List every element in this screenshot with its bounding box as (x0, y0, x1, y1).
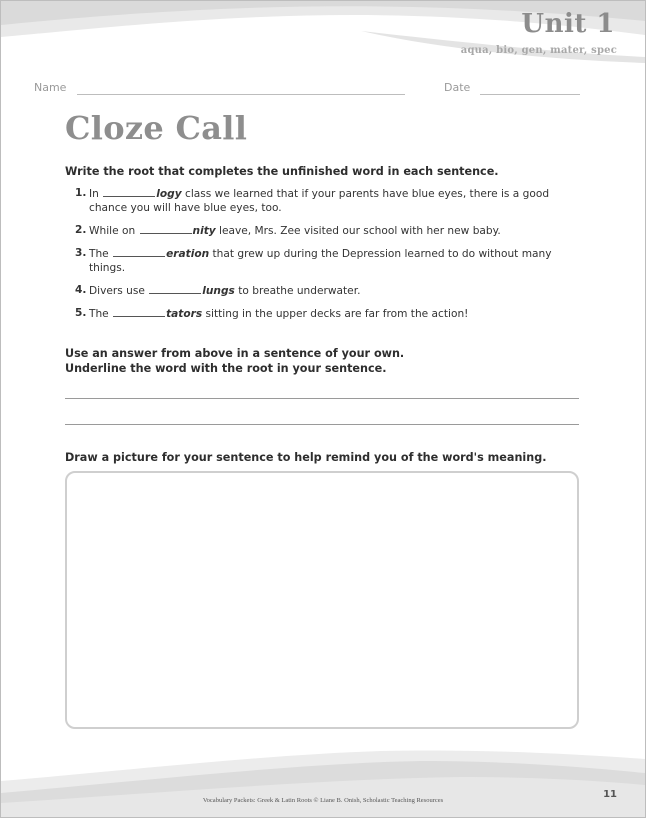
date-field[interactable] (480, 94, 580, 95)
footer-credit: Vocabulary Packets: Greek & Latin Roots © Liane B. Onish, Scholastic Teaching Resources (202, 797, 444, 804)
question-number: 1. (75, 187, 87, 199)
answer-blank[interactable] (140, 223, 192, 234)
directions-fill-in: Write the root that completes the unfinished word in each sentence. (65, 165, 499, 178)
answer-blank[interactable] (103, 186, 155, 197)
root-word: nity (192, 225, 216, 237)
root-word: eration (166, 248, 210, 260)
question-number: 5. (75, 307, 87, 319)
footer-swoosh-graphic (1, 741, 645, 817)
question-text-after: leave, Mrs. Zee visited our school with her new baby. (215, 225, 501, 237)
question-list (75, 186, 575, 329)
unit-roots: aqua, bio, gen, mater, spec (460, 45, 617, 56)
page-title: Cloze Call (65, 109, 248, 147)
question-text-after: class we learned that if your parents have blue eyes, there is a good chance you will have blue eyes, too. (89, 188, 550, 214)
directions-own-sentence-line1: Use an answer from above in a sentence of your own. (65, 347, 405, 360)
sentence-answer-line[interactable] (65, 424, 579, 425)
answer-blank[interactable] (113, 306, 165, 317)
question-number: 3. (75, 247, 87, 259)
question-text-before: In (89, 188, 103, 200)
answer-blank[interactable] (149, 283, 201, 294)
root-word: lungs (202, 285, 235, 297)
directions-draw: Draw a picture for your sentence to help remind you of the word's meaning. (65, 451, 547, 464)
question-item (75, 306, 575, 321)
question-text-after: to breathe underwater. (234, 285, 361, 297)
root-word: logy (156, 188, 182, 200)
question-text-after: sitting in the upper decks are far from the action! (202, 308, 469, 320)
root-word: tators (166, 308, 203, 320)
page-number: 11 (603, 789, 617, 800)
drawing-box[interactable] (65, 471, 579, 729)
unit-title: Unit 1 (521, 9, 615, 39)
question-item (75, 246, 575, 275)
question-number: 2. (75, 224, 87, 236)
question-text-before: Divers use (89, 285, 149, 297)
directions-own-sentence-line2: Underline the word with the root in your sentence. (65, 362, 387, 375)
question-item (75, 186, 575, 215)
name-label: Name (34, 81, 67, 94)
answer-blank[interactable] (113, 246, 165, 257)
directions-own-sentence (65, 346, 404, 376)
question-text-before: The (89, 248, 113, 260)
question-number: 4. (75, 284, 87, 296)
question-text-before: While on (89, 225, 139, 237)
question-item (75, 223, 575, 238)
date-label: Date (444, 81, 471, 94)
question-text-before: The (89, 308, 113, 320)
question-item (75, 283, 575, 298)
question-text-after: that grew up during the Depression learned to do without many things. (89, 248, 552, 274)
name-field[interactable] (77, 94, 405, 95)
sentence-answer-line[interactable] (65, 398, 579, 399)
